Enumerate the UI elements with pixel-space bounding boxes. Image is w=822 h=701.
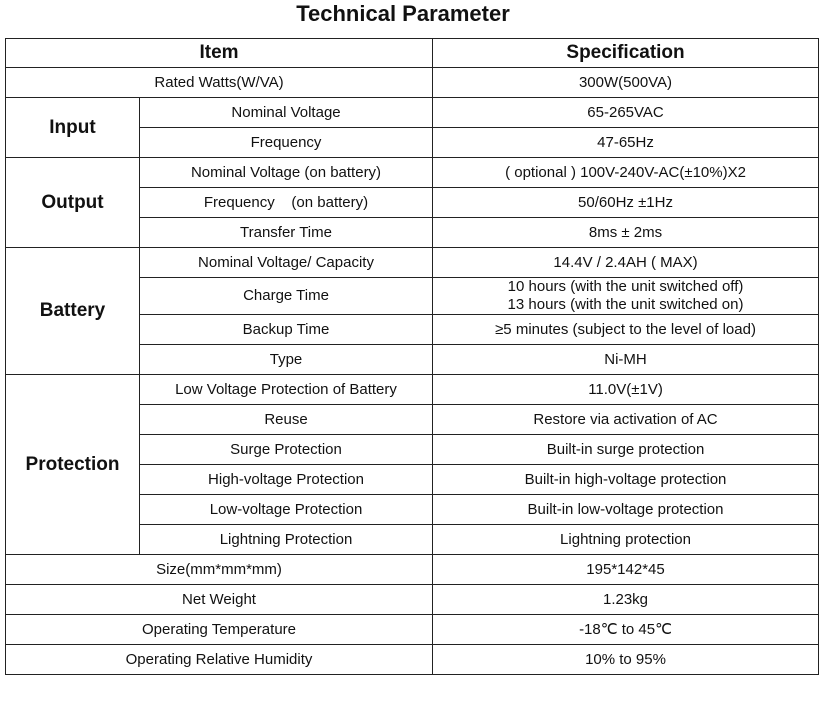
row-item-label: Surge Protection bbox=[140, 435, 433, 465]
row-spec-value: ≥5 minutes (subject to the level of load) bbox=[433, 315, 819, 345]
row-spec-value: 47-65Hz bbox=[433, 128, 819, 158]
row-item-label: Operating Relative Humidity bbox=[6, 645, 433, 675]
table-row bbox=[6, 555, 819, 585]
table-row bbox=[6, 585, 819, 615]
row-spec-value: 1.23kg bbox=[433, 585, 819, 615]
row-item-label: Operating Temperature bbox=[6, 615, 433, 645]
technical-parameter-table bbox=[5, 38, 819, 675]
header-item: Item bbox=[6, 39, 433, 68]
row-item-label: Low Voltage Protection of Battery bbox=[140, 375, 433, 405]
row-spec-value: 50/60Hz ±1Hz bbox=[433, 188, 819, 218]
header-specification: Specification bbox=[433, 39, 819, 68]
charge-time-line-1: 10 hours (with the unit switched off) bbox=[507, 278, 744, 295]
table-row bbox=[6, 68, 819, 98]
row-item-label: Lightning Protection bbox=[140, 525, 433, 555]
group-label-protection: Protection bbox=[6, 375, 140, 555]
row-spec-value: Built-in surge protection bbox=[433, 435, 819, 465]
row-item-label: Size(mm*mm*mm) bbox=[6, 555, 433, 585]
row-spec-value: ( optional ) 100V-240V-AC(±10%)X2 bbox=[433, 158, 819, 188]
table-row bbox=[6, 375, 819, 405]
row-spec-value: Built-in high-voltage protection bbox=[433, 465, 819, 495]
group-label-input: Input bbox=[6, 98, 140, 158]
row-item-label: Frequency (on battery) bbox=[140, 188, 433, 218]
row-item-label: Nominal Voltage bbox=[140, 98, 433, 128]
table-row bbox=[6, 98, 819, 128]
table-row bbox=[6, 645, 819, 675]
row-item-label: Net Weight bbox=[6, 585, 433, 615]
row-item-label: Rated Watts(W/VA) bbox=[6, 68, 433, 98]
row-spec-value bbox=[433, 278, 819, 315]
row-item-label: Transfer Time bbox=[140, 218, 433, 248]
row-spec-value: 11.0V(±1V) bbox=[433, 375, 819, 405]
page-title: Technical Parameter bbox=[296, 1, 510, 26]
charge-time-line-2: 13 hours (with the unit switched on) bbox=[507, 296, 744, 313]
row-spec-value: Ni-MH bbox=[433, 345, 819, 375]
table-row bbox=[6, 248, 819, 278]
table-row bbox=[6, 158, 819, 188]
row-spec-value: Restore via activation of AC bbox=[433, 405, 819, 435]
row-item-label: High-voltage Protection bbox=[140, 465, 433, 495]
table-header-row bbox=[6, 39, 819, 68]
row-spec-value: Lightning protection bbox=[433, 525, 819, 555]
row-spec-value: 300W(500VA) bbox=[433, 68, 819, 98]
row-spec-value: 14.4V / 2.4AH ( MAX) bbox=[433, 248, 819, 278]
row-spec-value: 195*142*45 bbox=[433, 555, 819, 585]
row-spec-value: 8ms ± 2ms bbox=[433, 218, 819, 248]
row-spec-value: -18℃ to 45℃ bbox=[433, 615, 819, 645]
row-item-label: Frequency bbox=[140, 128, 433, 158]
row-item-label: Nominal Voltage/ Capacity bbox=[140, 248, 433, 278]
row-item-label: Reuse bbox=[140, 405, 433, 435]
group-label-output: Output bbox=[6, 158, 140, 248]
row-item-label: Charge Time bbox=[140, 278, 433, 315]
row-item-label: Backup Time bbox=[140, 315, 433, 345]
group-label-battery: Battery bbox=[6, 248, 140, 375]
row-spec-value: 65-265VAC bbox=[433, 98, 819, 128]
row-item-label: Nominal Voltage (on battery) bbox=[140, 158, 433, 188]
row-spec-value: Built-in low-voltage protection bbox=[433, 495, 819, 525]
row-spec-value: 10% to 95% bbox=[433, 645, 819, 675]
table-row bbox=[6, 615, 819, 645]
row-item-label: Type bbox=[140, 345, 433, 375]
row-item-label: Low-voltage Protection bbox=[140, 495, 433, 525]
